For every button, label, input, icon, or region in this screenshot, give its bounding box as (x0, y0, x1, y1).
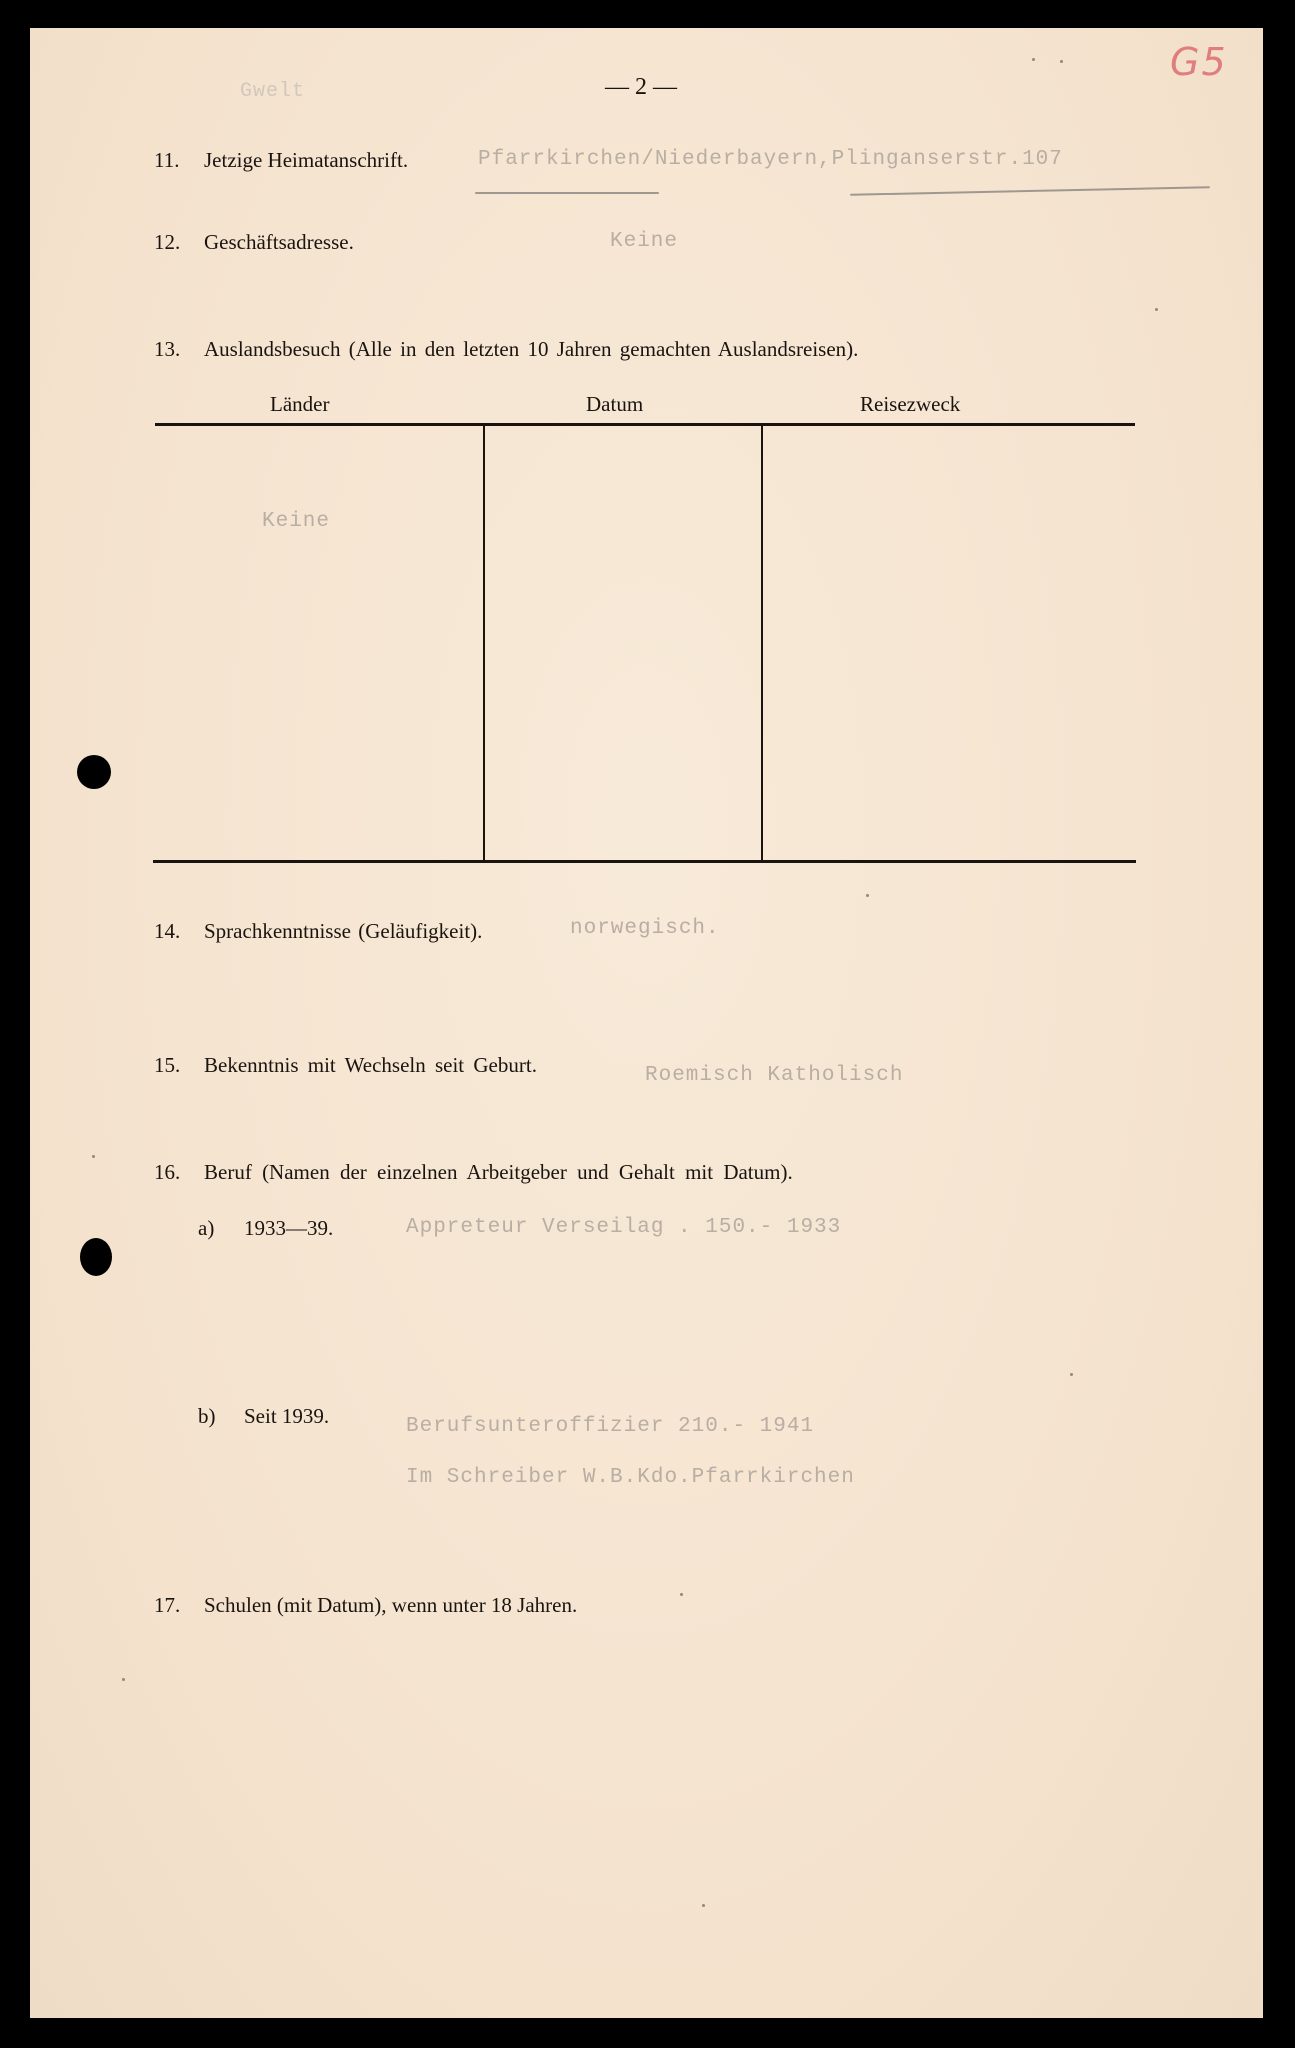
field-15-value: Roemisch Katholisch (645, 1064, 904, 1087)
field-11-number: 11. (154, 148, 180, 172)
field-16b-value-1: Berufsunteroffizier 210.- 1941 (406, 1415, 815, 1438)
paper-speck (866, 894, 869, 897)
table-header-laender: Länder (270, 392, 330, 416)
field-16a-years: 1933—39. (244, 1216, 334, 1240)
field-14-number: 14. (154, 919, 181, 943)
field-16-number: 16. (154, 1160, 181, 1184)
paper-speck (1032, 58, 1035, 61)
field-17-label: Schulen (mit Datum), wenn unter 18 Jahren. (204, 1593, 578, 1617)
field-16b-value-2: Im Schreiber W.B.Kdo.Pfarrkirchen (406, 1466, 855, 1489)
field-16a-value: Appreteur Verseilag . 150.- 1933 (406, 1216, 842, 1239)
field-14-value: norwegisch. (570, 917, 720, 940)
table-header-datum: Datum (586, 392, 644, 416)
paper-speck (122, 1678, 125, 1681)
pencil-underline (850, 186, 1210, 196)
table-column-divider (483, 425, 485, 860)
pencil-underline (475, 192, 659, 194)
field-16b-label: b) (198, 1404, 216, 1428)
paper-speck (1060, 60, 1063, 63)
document-page (30, 28, 1263, 2018)
archive-stamp: G5 (1170, 40, 1228, 84)
field-11-label: Jetzige Heimatanschrift. (204, 148, 409, 172)
page-number: — 2 — (605, 74, 677, 100)
field-12-label: Geschäftsadresse. (204, 230, 354, 254)
faded-mark-top-left: Gwelt (240, 80, 306, 103)
punch-hole (80, 1238, 112, 1276)
field-12-value: Keine (610, 230, 679, 253)
field-16b-years: Seit 1939. (244, 1404, 330, 1428)
paper-speck (1070, 1373, 1073, 1376)
paper-speck (92, 1155, 95, 1158)
field-12-number: 12. (154, 230, 181, 254)
field-16-label: Beruf (Namen der einzelnen Arbeitgeber und Gehalt mit Datum). (204, 1160, 793, 1184)
field-15-number: 15. (154, 1053, 181, 1077)
table-header-reisezweck: Reisezweck (860, 392, 961, 416)
field-17-number: 17. (154, 1593, 181, 1617)
field-11-value: Pfarrkirchen/Niederbayern,Plinganserstr.107 (478, 148, 1063, 171)
paper-speck (680, 1593, 683, 1596)
table-top-rule (155, 423, 1135, 426)
field-13-number: 13. (154, 337, 181, 361)
paper-speck (1155, 308, 1158, 311)
field-15-label: Bekenntnis mit Wechseln seit Geburt. (204, 1053, 537, 1077)
paper-speck (702, 1904, 705, 1907)
table-bottom-rule (153, 860, 1136, 863)
table-row: Keine (262, 510, 331, 533)
field-13-label: Auslandsbesuch (Alle in den letzten 10 Jahren gemachten Auslandsreisen). (204, 337, 859, 361)
field-16a-label: a) (198, 1216, 215, 1240)
field-14-label: Sprachkenntnisse (Geläufigkeit). (204, 919, 483, 943)
table-column-divider (761, 425, 763, 860)
punch-hole (77, 755, 111, 789)
